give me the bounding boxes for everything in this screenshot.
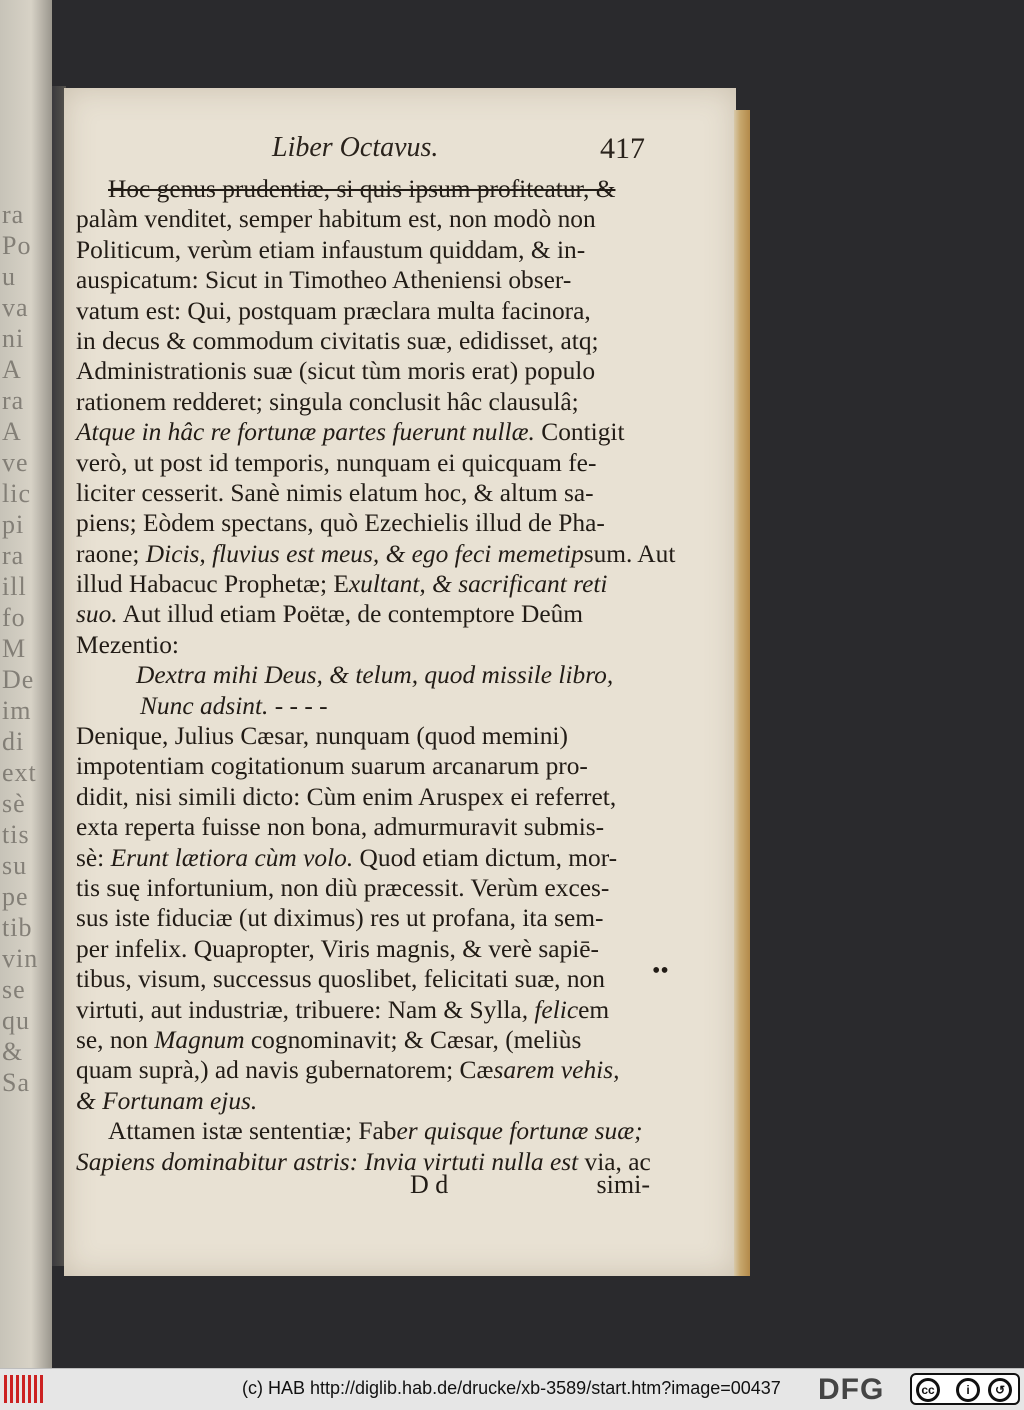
text-line: exta reperta fuisse non bona, admurmuravit submis- (76, 813, 605, 842)
dfg-logo: DFG (818, 1373, 885, 1406)
text-line: Denique, Julius Cæsar, nunquam (quod memini) (76, 722, 568, 751)
barcode-icon (4, 1375, 46, 1403)
text-line: Politicum, verùm etiam infaustum quiddam, & in- (76, 235, 586, 264)
facing-page-fragment: va (2, 293, 29, 322)
facing-page-fragment: lic (2, 479, 31, 508)
text-line: raone; Dicis, fluvius est meus, & ego feci memetipsum. Aut (76, 539, 676, 568)
facing-page-fragment: ra (2, 541, 25, 570)
cc-license-icon[interactable] (910, 1373, 1020, 1405)
facing-page-fragment: pe (2, 882, 29, 911)
text-line: & Fortunam ejus. (76, 1086, 258, 1115)
text-line: Dextra mihi Deus, & telum, quod missile libro, (136, 661, 614, 690)
facing-page-fragment: A (2, 417, 22, 446)
text-line: suo. Aut illud etiam Poëtæ, de contemptore Deûm (76, 600, 584, 629)
text-line: Sapiens dominabitur astris: Invia virtuti nulla est via, ac (76, 1147, 651, 1176)
catchword: simi- (596, 1170, 650, 1199)
facing-page-fragment: su (2, 851, 28, 880)
facing-page-fragment: ext (2, 758, 37, 787)
text-line: in decus & commodum civitatis suæ, edidisset, atq; (76, 326, 599, 355)
sa-icon: ↺ (988, 1378, 1012, 1402)
text-line: Mezentio: (76, 630, 179, 659)
text-line: Attamen istæ sententiæ; Faber quisque fortunæ suæ; (108, 1117, 643, 1146)
text-line: palàm venditet, semper habitum est, non modò non (76, 205, 596, 234)
signature-mark: D d (410, 1170, 449, 1199)
facing-page-fragment: qu (2, 1006, 30, 1035)
facing-page-fragment: ra (2, 200, 25, 229)
text-line: tibus, visum, successus quoslibet, felicitati suæ, non (76, 965, 605, 994)
facing-page-fragment: M (2, 634, 27, 663)
facing-page-fragment: pi (2, 510, 25, 539)
facing-page-edge (0, 0, 52, 1368)
facing-page-fragment: De (2, 665, 35, 694)
facing-page-fragment: tis (2, 820, 30, 849)
facing-page-fragment: ra (2, 386, 25, 415)
text-line: liciter cesserit. Sanè nimis elatum hoc, & altum sa- (76, 478, 594, 507)
text-line: sè: Erunt lætiora cùm volo. Quod etiam dictum, mor- (76, 843, 618, 872)
text-line: sus iste fiduciæ (ut diximus) res ut profana, ita sem- (76, 904, 604, 933)
text-line: virtuti, aut industriæ, tribuere: Nam & Sylla, felicem (76, 995, 610, 1024)
facing-page-fragment: tib (2, 913, 33, 942)
text-line: Atque in hâc re fortunæ partes fuerunt nullæ. Contigit (76, 418, 625, 447)
by-icon: i (956, 1378, 980, 1402)
facing-page-fragment: Po (2, 231, 32, 260)
text-line: Hoc genus prudentiæ, si quis ipsum profiteatur, & (108, 175, 616, 203)
text-line: illud Habacuc Prophetæ; Exultant, & sacrificant reti (76, 570, 608, 599)
facing-page-fragment: se (2, 975, 26, 1004)
text-line: auspicatum: Sicut in Timotheo Atheniensi obser- (76, 266, 572, 295)
text-line: didit, nisi simili dicto: Cùm enim Aruspex ei referret, (76, 782, 617, 811)
facing-page-fragment: & (2, 1037, 24, 1066)
facing-page-fragment: sè (2, 789, 26, 818)
facing-page-fragment: ni (2, 324, 25, 353)
page-fore-edge (734, 110, 750, 1276)
catch-row (76, 1170, 650, 1200)
text-line: rationem redderet; singula conclusit hâc clausulâ; (76, 387, 579, 416)
text-line: Administrationis suæ (sicut tùm moris erat) populo (76, 357, 596, 386)
running-head: Liber Octavus. (272, 132, 439, 163)
facing-page-fragment: ve (2, 448, 29, 477)
facing-page-fragment: di (2, 727, 25, 756)
facing-page-fragment: ill (2, 572, 27, 601)
margin-mark: •• (652, 958, 669, 984)
facing-page-fragment: u (2, 262, 16, 291)
facing-page-fragment: A (2, 355, 22, 384)
text-line: per infelix. Quapropter, Viris magnis, & verè sapiē- (76, 934, 599, 963)
text-line: verò, ut post id temporis, nunquam ei quicquam fe- (76, 448, 597, 477)
text-line: impotentiam cogitationum suarum arcanarum pro- (76, 752, 588, 781)
body-text (76, 174, 676, 1177)
facing-page-fragment: fo (2, 603, 26, 632)
text-line: tis suę infortunium, non diù præcessit. Verùm exces- (76, 873, 610, 902)
text-line: Nunc adsint. - - - - (140, 691, 328, 720)
text-line: se, non Magnum cognominavit; & Cæsar, (meliùs (76, 1025, 582, 1054)
facing-page-fragment: im (2, 696, 32, 725)
text-line: vatum est: Qui, postquam præclara multa facinora, (76, 296, 591, 325)
facing-page-fragment: vin (2, 944, 39, 973)
cc-icon: cc (916, 1378, 940, 1402)
page-number: 417 (600, 132, 645, 165)
text-line: piens; Eòdem spectans, quò Ezechielis illud de Pha- (76, 509, 605, 538)
footer-bar (0, 1368, 1024, 1410)
text-line: quam suprà,) ad navis gubernatorem; Cæsarem vehis, (76, 1056, 620, 1085)
source-link[interactable]: (c) HAB http://diglib.hab.de/drucke/xb-3589/start.htm?image=00437 (242, 1378, 781, 1398)
facing-page-fragment: Sa (2, 1068, 30, 1097)
